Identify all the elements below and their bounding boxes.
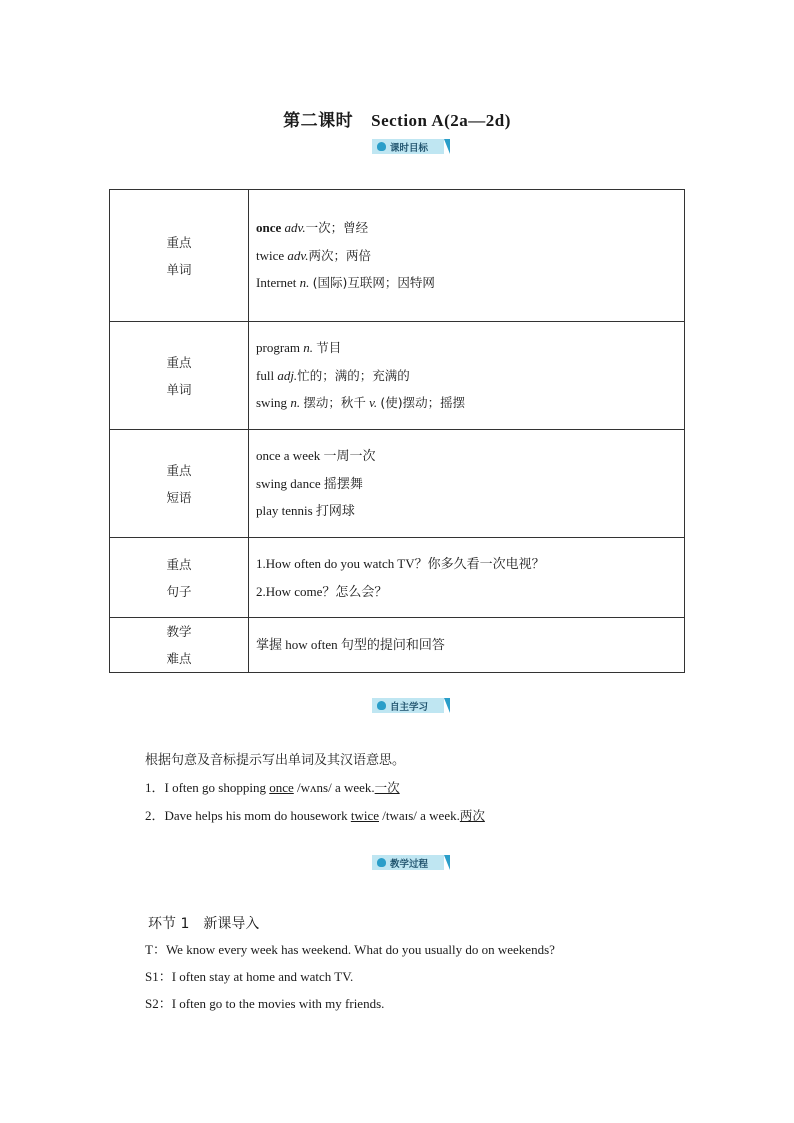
sentence-line: 1.How often do you watch TV？你多久看一次电视？ (256, 556, 545, 571)
vocab-line: swing n. 摆动；秋千 v. (使)摆动；摇摆 (256, 395, 466, 411)
table-row: 教学 难点 掌握 how often 句型的提问和回答 (110, 618, 685, 673)
phrase-line: swing dance 摇摆舞 (256, 475, 363, 491)
banner-goals: 课时目标 (372, 139, 450, 154)
vocab-line: once adv.一次；曾经 (256, 220, 369, 236)
vocab-line: twice adv.两次；两倍 (256, 247, 371, 263)
vocab-line: Internet n. (国际)互联网；因特网 (256, 275, 435, 291)
dialog-line: S1：I often stay at home and watch TV. (145, 969, 354, 984)
vocab-line: full adj.忙的；满的；充满的 (256, 367, 410, 383)
lesson-label: 第二课时 (283, 111, 354, 130)
vocab-line: program n. 节目 (256, 340, 342, 356)
instruction-text: 根据句意及音标提示写出单词及其汉语意思。 (145, 753, 406, 768)
dialog-line: T：We know every week has weekend. What do you usually do on weekends? (145, 942, 555, 957)
exercise-item: 1．I often go shopping once /wʌns/ a week.一次 (145, 780, 400, 795)
trophy-icon (377, 142, 386, 151)
objectives-table (109, 189, 685, 673)
step-title: 环节 1 新课导入 (148, 916, 260, 932)
exercise-item: 2．Dave helps his mom do housework twice /twaɪs/ a week.两次 (145, 808, 485, 823)
sentence-line: 2.How come？怎么会？ (256, 583, 388, 599)
trophy-icon (377, 701, 386, 710)
table-row: 重点 单词 program n. 节目 full adj.忙的；满的；充满的 swing n. 摆动；秋千 v. (使)摆动；摇摆 (110, 322, 685, 430)
table-row: 重点 单词 once adv.一次；曾经 twice adv.两次；两倍 Internet n. (国际)互联网；因特网 (110, 190, 685, 322)
phrase-line: once a week 一周一次 (256, 448, 376, 464)
table-row: 重点 句子 1.How often do you watch TV？你多久看一次电视？ 2.How come？怎么会？ (110, 538, 685, 618)
section-label: Section A(2a—2d) (371, 111, 511, 130)
dialog-line: S2：I often go to the movies with my friends. (145, 996, 385, 1011)
page-title (0, 106, 794, 131)
banner-process: 教学过程 (372, 855, 450, 870)
difficulty-line: 掌握 how often 句型的提问和回答 (256, 637, 445, 653)
phrase-line: play tennis 打网球 (256, 503, 355, 519)
table-row: 重点 短语 once a week 一周一次 swing dance 摇摆舞 play tennis 打网球 (110, 430, 685, 538)
banner-self-study: 自主学习 (372, 698, 450, 713)
trophy-icon (377, 858, 386, 867)
